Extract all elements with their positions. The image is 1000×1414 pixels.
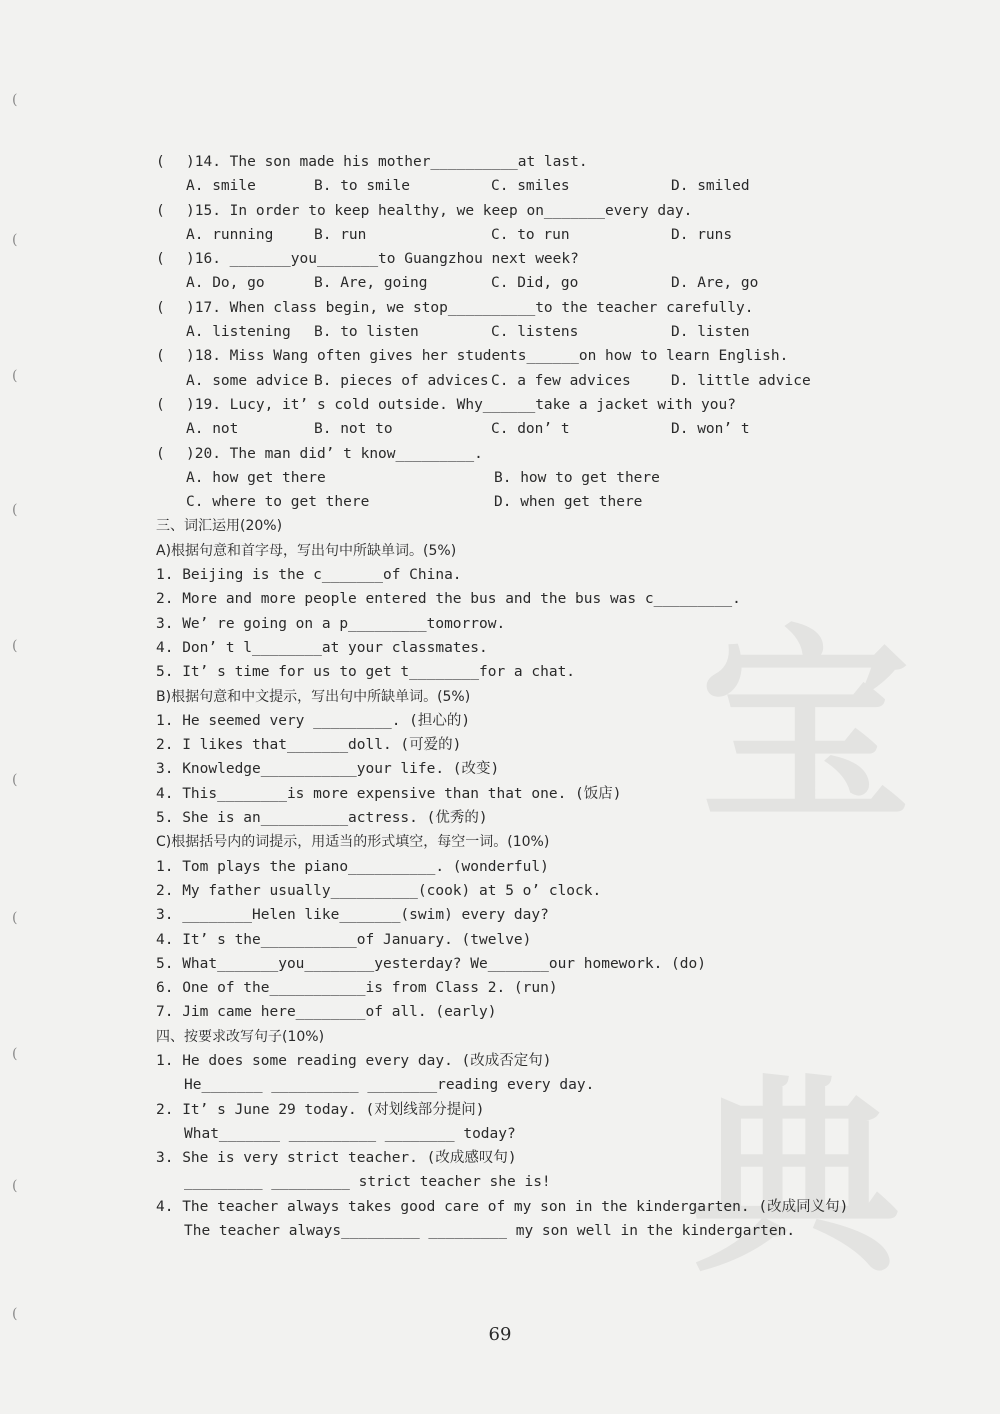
fill-item[interactable] (156, 733, 836, 757)
watermark-dian: 典 (690, 1054, 901, 1301)
options-15 (156, 223, 836, 247)
rewrite-prompt: 1. He does some reading every day. (改成否定句) (156, 1052, 552, 1069)
fill-text: 2. I likes that_______doll. (可爱的) (156, 737, 462, 754)
watermark-bao: 宝 (700, 604, 911, 851)
question-text: )16. _______you_______to Guangzhou next week? (186, 251, 579, 268)
rewrite-prompt: 3. She is very strict teacher. (改成感叹句) (156, 1150, 517, 1167)
fill-item[interactable] (156, 782, 836, 806)
fill-item[interactable] (156, 806, 836, 830)
margin-mark: ( (12, 92, 18, 108)
margin-mark: ( (12, 1046, 18, 1062)
fill-text: 6. One of the___________is from Class 2. (run) (156, 980, 558, 997)
rewrite-question (156, 1195, 849, 1219)
exam-content (156, 150, 849, 1243)
watermark-header (240, 40, 800, 110)
option-a: A. some advice (186, 372, 309, 389)
fill-text: 3. We’ re going on a p_________tomorrow. (156, 615, 506, 632)
margin-mark: ( (12, 910, 18, 926)
fill-item[interactable] (156, 757, 836, 781)
fill-text: 2. More and more people entered the bus and the bus was c_________. (156, 591, 741, 608)
option-d: D. listen (671, 324, 750, 341)
options-18 (156, 369, 836, 393)
option-d: D. when get there (494, 494, 643, 511)
option-c: C. listens (491, 324, 579, 341)
answer-paren[interactable]: ( (156, 251, 165, 268)
fill-text: 2. My father usually__________(cook) at 5 o’ clock. (156, 882, 602, 899)
question-17 (156, 296, 836, 320)
rewrite-answer[interactable] (156, 1170, 836, 1194)
options-20-row1 (156, 466, 836, 490)
answer-paren[interactable]: ( (156, 348, 165, 365)
margin-mark: ( (12, 368, 18, 384)
fill-text: 3. ________Helen like_______(swim) every day? (156, 907, 549, 924)
option-b: B. how to get there (494, 469, 660, 486)
rewrite-answer-line: The teacher always_________ _________ my son well in the kindergarten. (184, 1223, 796, 1240)
fill-item[interactable] (156, 587, 836, 611)
part-title: C)根据括号内的词提示，用适当的形式填空，每空一词。(10%) (156, 834, 550, 851)
option-c: C. to run (491, 226, 570, 243)
options-19 (156, 417, 836, 441)
fill-item[interactable] (156, 952, 836, 976)
option-b: B. run (314, 226, 367, 243)
answer-paren[interactable]: ( (156, 202, 165, 219)
question-text: )20. The man did’ t know_________. (186, 445, 483, 462)
option-b: B. to smile (314, 178, 411, 195)
option-b: B. pieces of advices (314, 372, 489, 389)
fill-item[interactable] (156, 855, 836, 879)
question-19 (156, 393, 836, 417)
fill-text: 4. It’ s the___________of January. (twelve) (156, 931, 532, 948)
question-16 (156, 247, 836, 271)
page-number: 69 (488, 1324, 512, 1345)
section-title: 四、按要求改写句子(10%) (156, 1028, 325, 1045)
rewrite-question (156, 1098, 836, 1122)
question-text: )19. Lucy, it’ s cold outside. Why______take a jacket with you? (186, 396, 736, 413)
fill-text: 1. Tom plays the piano__________. (wonderful) (156, 858, 549, 875)
answer-paren[interactable]: ( (156, 154, 165, 170)
options-16 (156, 271, 836, 295)
option-b: B. to listen (314, 324, 419, 341)
section-4-heading (156, 1025, 836, 1049)
fill-item[interactable] (156, 709, 836, 733)
part-c-heading (156, 830, 836, 854)
fill-text: 5. It’ s time for us to get t________for a chat. (156, 664, 576, 681)
option-d: D. little advice (671, 372, 811, 389)
option-d: D. smiled (671, 178, 750, 195)
question-18 (156, 344, 836, 368)
fill-text: 1. He seemed very _________. (担心的) (156, 712, 471, 729)
rewrite-answer-line: He_______ __________ ________reading every day. (184, 1077, 595, 1094)
options-17 (156, 320, 836, 344)
rewrite-question (156, 1146, 836, 1170)
fill-item[interactable] (156, 879, 836, 903)
rewrite-answer[interactable] (156, 1219, 836, 1243)
fill-text: 4. Don’ t l________at your classmates. (156, 639, 488, 656)
margin-mark: ( (12, 502, 18, 518)
option-d: D. Are, go (671, 275, 759, 292)
option-d: D. won’ t (671, 421, 750, 438)
fill-text: 1. Beijing is the c_______of China. (156, 567, 462, 584)
question-text: )14. The son made his mother__________at last. (186, 154, 588, 170)
answer-paren[interactable]: ( (156, 299, 165, 316)
rewrite-answer[interactable] (156, 1073, 836, 1097)
options-20-row2 (156, 490, 836, 514)
option-a: A. how get there (186, 469, 326, 486)
option-d: D. runs (671, 226, 733, 243)
options-14 (156, 174, 836, 198)
margin-mark: ( (12, 772, 18, 788)
question-15 (156, 199, 836, 223)
rewrite-answer[interactable] (156, 1122, 836, 1146)
rewrite-prompt: 4. The teacher always takes good care of my son in the kindergarten. (改成同义句) (156, 1198, 849, 1215)
option-a: A. smile (186, 178, 256, 195)
fill-item[interactable] (156, 1000, 836, 1024)
option-b: B. Are, going (314, 275, 428, 292)
option-a: A. running (186, 226, 274, 243)
option-a: A. Do, go (186, 275, 265, 292)
answer-paren[interactable]: ( (156, 445, 165, 462)
fill-item[interactable] (156, 660, 836, 684)
option-a: A. not (186, 421, 239, 438)
part-title: B)根据句意和中文提示，写出句中所缺单词。(5%) (156, 688, 471, 705)
fill-item[interactable] (156, 976, 836, 1000)
fill-item[interactable] (156, 612, 836, 636)
question-14 (156, 150, 836, 174)
answer-paren[interactable]: ( (156, 396, 165, 413)
question-text: )17. When class begin, we stop__________to the teacher carefully. (186, 299, 754, 316)
fill-item[interactable] (156, 563, 836, 587)
margin-mark: ( (12, 1178, 18, 1194)
question-text: )15. In order to keep healthy, we keep on_______every day. (186, 202, 693, 219)
rewrite-answer-line: _________ _________ strict teacher she is! (184, 1174, 551, 1191)
fill-item[interactable] (156, 928, 836, 952)
part-a-heading (156, 539, 836, 563)
section-title: 三、词汇运用(20%) (156, 518, 283, 535)
rewrite-answer-line: What_______ __________ ________ today? (184, 1125, 516, 1142)
fill-text: 5. She is an__________actress. (优秀的) (156, 810, 488, 827)
margin-mark: ( (12, 638, 18, 654)
fill-text: 7. Jim came here________of all. (early) (156, 1004, 497, 1021)
margin-mark: ( (12, 232, 18, 248)
fill-text: 4. This________is more expensive than that one. (饭店) (156, 785, 622, 802)
rewrite-question (156, 1049, 836, 1073)
part-title: A)根据句意和首字母，写出句中所缺单词。(5%) (156, 542, 457, 559)
question-text: )18. Miss Wang often gives her students______on how to learn English. (186, 348, 789, 365)
fill-item[interactable] (156, 903, 836, 927)
fill-text: 5. What_______you________yesterday? We_______our homework. (do) (156, 955, 706, 972)
option-c: C. don’ t (491, 421, 570, 438)
rewrite-prompt: 2. It’ s June 29 today. (对划线部分提问) (156, 1101, 485, 1118)
option-c: C. a few advices (491, 372, 631, 389)
option-c: C. where to get there (186, 494, 370, 511)
fill-text: 3. Knowledge___________your life. (改变) (156, 761, 500, 778)
option-c: C. smiles (491, 178, 570, 195)
margin-mark: ( (12, 1306, 18, 1322)
part-b-heading (156, 685, 836, 709)
option-b: B. not to (314, 421, 393, 438)
section-3-heading (156, 514, 836, 538)
option-c: C. Did, go (491, 275, 579, 292)
binding-margin (12, 0, 32, 1414)
option-a: A. listening (186, 324, 291, 341)
question-20 (156, 442, 836, 466)
fill-item[interactable] (156, 636, 836, 660)
